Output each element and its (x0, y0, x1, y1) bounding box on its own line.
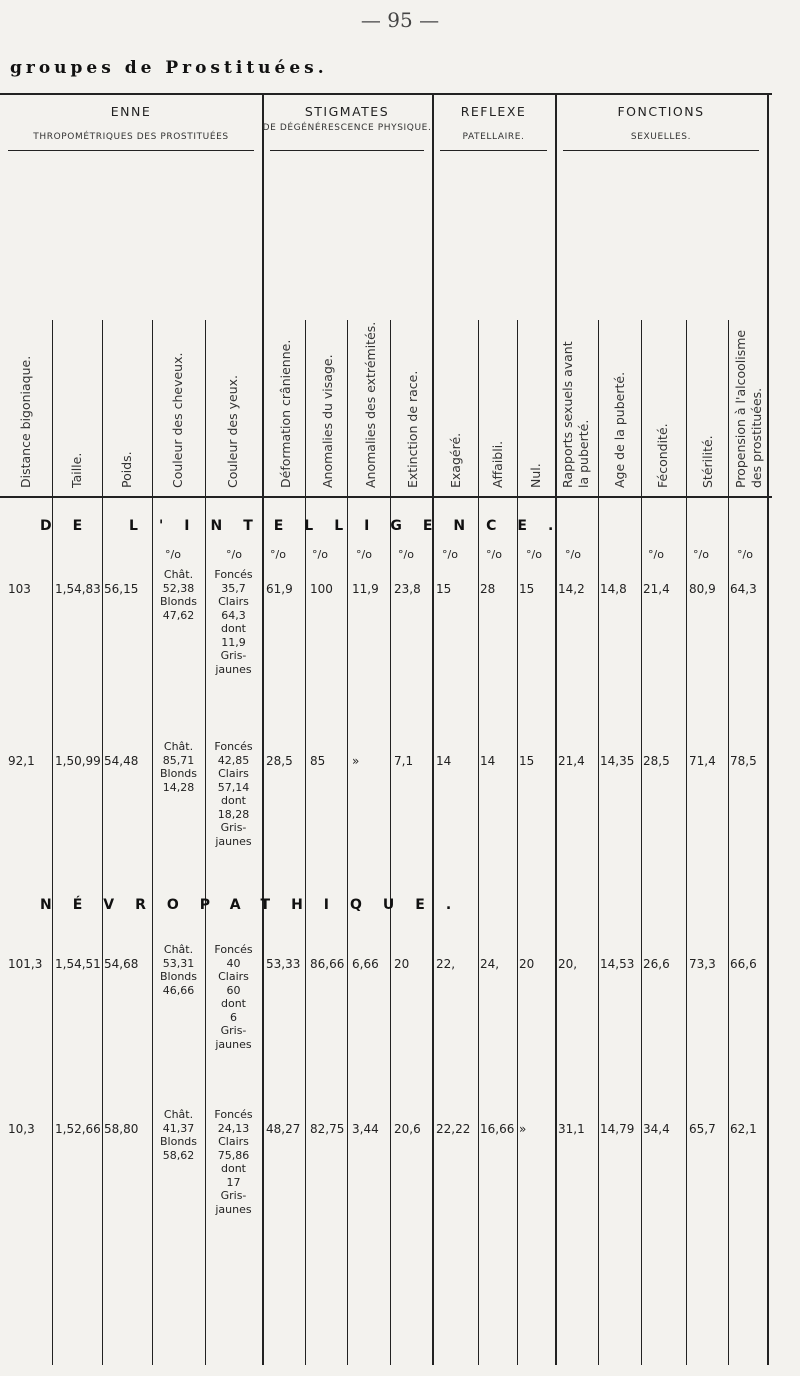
row-value: 3,44 (352, 1122, 379, 1136)
page-heading: groupes de Prostituées. (10, 58, 328, 78)
cheveux-line: Blonds (159, 767, 198, 780)
yeux-line: jaunes (215, 1202, 252, 1216)
yeux-line: 57,14 (217, 780, 250, 794)
section-band: DE L'INTELLIGENCE. (40, 518, 575, 534)
cheveux-line: Chât. (163, 740, 194, 753)
row-value: 22, (436, 957, 456, 971)
column-divider (102, 320, 103, 1365)
row-taille: 1,54,83 (55, 582, 101, 596)
row-value: 15 (436, 582, 452, 596)
cheveux-line: Chât. (163, 943, 194, 956)
column-divider (767, 95, 769, 1365)
yeux-line: 75,86 (217, 1148, 250, 1162)
yeux-line: 35,7 (221, 581, 246, 595)
row-taille: 1,54,51 (55, 957, 101, 971)
cheveux-line: 52,38 (162, 581, 195, 595)
row-value: 86,66 (310, 957, 345, 971)
cheveux-line: Blonds (159, 970, 198, 983)
row-value: 20 (519, 957, 535, 971)
row-value: 23,8 (394, 582, 421, 596)
yeux-line: Clairs (218, 1135, 249, 1148)
row-value: 14 (436, 754, 452, 768)
column-label: Affaibli. (490, 440, 505, 488)
column-label: Rapports sexuels avant (560, 341, 575, 488)
yeux-line: 60 (226, 983, 241, 997)
cheveux-line: 53,31 (162, 956, 195, 970)
column-label: Couleur des cheveux. (170, 352, 185, 488)
row-value: 15 (519, 582, 535, 596)
row-value: 21,4 (558, 754, 585, 768)
column-label: Couleur des yeux. (225, 375, 240, 488)
row-value: 11,9 (352, 582, 379, 596)
yeux-line: dont (221, 997, 246, 1010)
cheveux-line: Blonds (159, 595, 198, 608)
column-label: Age de la puberté. (612, 371, 627, 488)
column-label: Taille. (69, 452, 84, 488)
row-value: 24, (480, 957, 500, 971)
percent-sign: °/o (565, 548, 581, 561)
row-value: 100 (310, 582, 333, 596)
column-divider (152, 320, 153, 1365)
cheveux-line: 47,62 (162, 608, 195, 622)
row-value: 14,35 (600, 754, 635, 768)
column-divider (598, 320, 599, 1365)
yeux-line: Clairs (218, 767, 249, 780)
percent-sign: °/o (526, 548, 542, 561)
percent-sign: °/o (226, 548, 242, 561)
column-label: Exagéré. (448, 432, 463, 488)
row-value: 62,1 (730, 1122, 757, 1136)
row-distance-bigoniaque: 92,1 (8, 754, 35, 768)
row-taille: 1,52,66 (55, 1122, 101, 1136)
column-divider (305, 320, 306, 1365)
row-value: 53,33 (266, 957, 301, 971)
row-value: 28 (480, 582, 496, 596)
yeux-line: 64,3 (221, 608, 246, 622)
yeux-line: Clairs (218, 595, 249, 608)
row-value: 14 (480, 754, 496, 768)
yeux-line: Gris- (220, 1024, 247, 1037)
column-label: Anomalies du visage. (320, 354, 335, 488)
yeux-line: 17 (226, 1175, 241, 1189)
column-divider (52, 320, 53, 1365)
column-divider (641, 320, 642, 1365)
row-distance-bigoniaque: 103 (8, 582, 31, 596)
column-label: Nul. (528, 463, 543, 488)
group-brace (563, 150, 759, 151)
cheveux-line: 14,28 (162, 780, 195, 794)
yeux-line: Foncés (214, 943, 253, 956)
percent-sign: °/o (486, 548, 502, 561)
group-subtitle: PATELLAIRE. (462, 132, 525, 142)
row-value: » (352, 754, 360, 768)
cheveux-line: Chât. (163, 568, 194, 581)
yeux-line: 6 (230, 1010, 237, 1024)
top-rule (0, 93, 772, 95)
column-divider (686, 320, 687, 1365)
cheveux-line: 85,71 (162, 753, 195, 767)
yeux-line: Clairs (218, 970, 249, 983)
yeux-line: jaunes (215, 1037, 252, 1051)
yeux-line: dont (221, 1162, 246, 1175)
column-divider (478, 320, 479, 1365)
row-value: 61,9 (266, 582, 293, 596)
percent-sign: °/o (356, 548, 372, 561)
cheveux-line: 41,37 (162, 1121, 195, 1135)
row-poids: 56,15 (104, 582, 139, 596)
row-couleur-cheveux (152, 568, 205, 622)
column-label: Poids. (119, 451, 134, 488)
column-divider (728, 320, 729, 1365)
yeux-line: 18,28 (217, 807, 250, 821)
group-title: FONCTIONS (617, 104, 705, 119)
column-label: des prostituées. (749, 387, 764, 488)
yeux-line: Foncés (214, 740, 253, 753)
row-distance-bigoniaque: 10,3 (8, 1122, 35, 1136)
row-value: 14,53 (600, 957, 635, 971)
column-label: Fécondité. (655, 423, 670, 488)
section-band: NÉVROPATHIQUE. (40, 897, 473, 913)
row-couleur-cheveux (152, 740, 205, 794)
column-divider (390, 320, 391, 1365)
row-value: 6,66 (352, 957, 379, 971)
yeux-line: dont (221, 794, 246, 807)
column-divider (432, 95, 434, 1365)
yeux-line: Gris- (220, 821, 247, 834)
row-value: 16,66 (480, 1122, 515, 1136)
row-value: 64,3 (730, 582, 757, 596)
row-poids: 54,68 (104, 957, 139, 971)
column-divider (517, 320, 518, 1365)
yeux-line: Gris- (220, 649, 247, 662)
group-brace (8, 150, 254, 151)
row-value: 66,6 (730, 957, 757, 971)
row-couleur-cheveux (152, 943, 205, 997)
percent-sign: °/o (312, 548, 328, 561)
percent-sign: °/o (693, 548, 709, 561)
row-couleur-yeux (205, 740, 262, 848)
row-value: 65,7 (689, 1122, 716, 1136)
percent-sign: °/o (270, 548, 286, 561)
page-number: — 95 — (360, 8, 440, 32)
yeux-line: Foncés (214, 1108, 253, 1121)
row-value: 14,2 (558, 582, 585, 596)
column-label: Propension à l'alcoolisme (733, 329, 748, 488)
group-subtitle: THROPOMÉTRIQUES DES PROSTITUÉES (33, 132, 229, 142)
percent-sign: °/o (165, 548, 181, 561)
yeux-line: 11,9 (221, 635, 246, 649)
cheveux-line: Blonds (159, 1135, 198, 1148)
row-value: 20,6 (394, 1122, 421, 1136)
row-value: 7,1 (394, 754, 414, 768)
row-value: 48,27 (266, 1122, 301, 1136)
yeux-line: 42,85 (217, 753, 250, 767)
group-title: STIGMATES (304, 104, 390, 119)
row-value: 85 (310, 754, 326, 768)
group-title: ENNE (110, 104, 152, 119)
row-distance-bigoniaque: 101,3 (8, 957, 43, 971)
column-label: Anomalies des extrémités. (363, 321, 378, 488)
row-poids: 58,80 (104, 1122, 139, 1136)
row-taille: 1,50,99 (55, 754, 101, 768)
yeux-line: jaunes (215, 834, 252, 848)
row-value: 31,1 (558, 1122, 585, 1136)
row-couleur-cheveux (152, 1108, 205, 1162)
column-label: Distance bigoniaque. (18, 355, 33, 488)
group-title: REFLEXE (460, 104, 527, 119)
percent-sign: °/o (648, 548, 664, 561)
row-value: » (519, 1122, 527, 1136)
header-rule (0, 496, 772, 498)
yeux-line: 24,13 (217, 1121, 250, 1135)
row-value: 80,9 (689, 582, 716, 596)
row-couleur-yeux (205, 1108, 262, 1216)
row-value: 22,22 (436, 1122, 471, 1136)
row-value: 78,5 (730, 754, 757, 768)
column-divider (262, 95, 264, 1365)
cheveux-line: 58,62 (162, 1148, 195, 1162)
row-couleur-yeux (205, 943, 262, 1051)
row-value: 20 (394, 957, 410, 971)
cheveux-line: Chât. (163, 1108, 194, 1121)
row-value: 26,6 (643, 957, 670, 971)
row-value: 15 (519, 754, 535, 768)
yeux-line: dont (221, 622, 246, 635)
row-poids: 54,48 (104, 754, 139, 768)
column-label: Extinction de race. (405, 370, 420, 488)
row-value: 14,79 (600, 1122, 635, 1136)
yeux-line: Gris- (220, 1189, 247, 1202)
row-value: 28,5 (643, 754, 670, 768)
percent-sign: °/o (398, 548, 414, 561)
group-subtitle: SEXUELLES. (630, 132, 692, 142)
column-divider (347, 320, 348, 1365)
column-label: Stérilité. (700, 435, 715, 488)
cheveux-line: 46,66 (162, 983, 195, 997)
group-subtitle: DE DÉGÉNÉRESCENCE PHYSIQUE. (262, 123, 432, 133)
row-value: 34,4 (643, 1122, 670, 1136)
percent-sign: °/o (442, 548, 458, 561)
row-couleur-yeux (205, 568, 262, 676)
group-brace (440, 150, 547, 151)
row-value: 21,4 (643, 582, 670, 596)
row-value: 14,8 (600, 582, 627, 596)
row-value: 28,5 (266, 754, 293, 768)
row-value: 71,4 (689, 754, 716, 768)
percent-sign: °/o (737, 548, 753, 561)
yeux-line: jaunes (215, 662, 252, 676)
row-value: 20, (558, 957, 578, 971)
yeux-line: 40 (226, 956, 241, 970)
column-label: Déformation crânienne. (278, 339, 293, 488)
column-label: la puberté. (576, 419, 591, 488)
yeux-line: Foncés (214, 568, 253, 581)
column-divider (555, 95, 557, 1365)
row-value: 82,75 (310, 1122, 345, 1136)
group-brace (270, 150, 424, 151)
row-value: 73,3 (689, 957, 716, 971)
